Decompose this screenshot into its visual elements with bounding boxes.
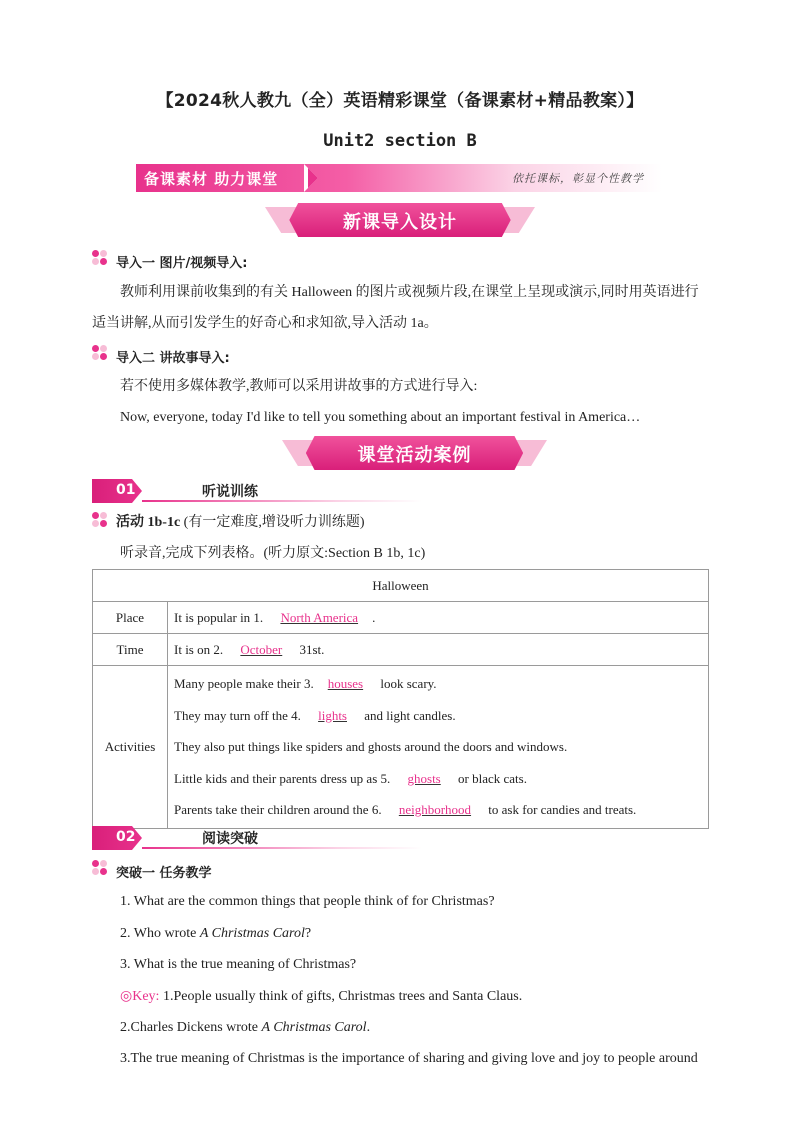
text: 2.Charles Dickens wrote	[120, 1020, 262, 1035]
intro2-text1: 若不使用多媒体教学,教师可以采用讲故事的方式进行导入:	[120, 379, 478, 394]
flower-bullet-icon	[92, 512, 108, 528]
question-1: 1. What are the common things that people think of for Christmas?	[120, 894, 495, 909]
section-number: 02	[116, 829, 136, 845]
text: They may turn off the 4.	[174, 707, 305, 723]
intro1-text-line2: 适当讲解,从而引发学生的好奇心和求知欲,导入活动 1a。	[92, 316, 438, 331]
question-3: 3. What is the true meaning of Christmas?	[120, 957, 357, 972]
section-title: 听说训练	[202, 484, 258, 500]
text: Many people make their 3.	[174, 676, 314, 691]
text: They also put things like spiders and ghosts around the doors and windows.	[174, 739, 568, 754]
flower-bullet-icon	[92, 860, 108, 876]
text: ?	[304, 926, 312, 941]
text: 2. Who wrote	[120, 926, 200, 941]
key-label: ◎Key:	[120, 989, 160, 1004]
breakthrough-heading: 突破一 任务教学	[116, 866, 212, 881]
activity-heading-note: (有一定难度,增设听力训练题)	[180, 515, 365, 530]
question-2	[120, 925, 311, 943]
text: and light candles.	[361, 707, 456, 723]
flower-bullet-icon	[92, 250, 108, 266]
row-label: Time	[93, 634, 168, 666]
answer-blank: neighborhood	[398, 802, 472, 817]
section-header-reading	[92, 826, 352, 850]
intro2-heading: 导入二 讲故事导入:	[116, 351, 230, 366]
section-header-listening	[92, 479, 352, 503]
row-content	[168, 666, 709, 829]
answer-blank: lights	[318, 707, 347, 723]
answer-key-3: 3.The true meaning of Christmas is the importance of sharing and giving love and joy to people around	[120, 1051, 698, 1066]
answer-key-1	[120, 988, 522, 1006]
chevron-right-icon	[308, 168, 318, 188]
book-title: A Christmas Carol	[199, 926, 305, 941]
banner-tagline: 依托课标，彰显个性教学	[512, 172, 644, 185]
activity-heading-label: 活动 1b-1c	[116, 515, 181, 530]
ribbon-heading-text: 课堂活动案例	[357, 445, 472, 466]
text: to ask for candies and treats.	[485, 802, 637, 817]
text: or black cats.	[454, 770, 527, 786]
section-title: 阅读突破	[202, 831, 258, 847]
text: 31st.	[296, 641, 325, 657]
answer-key-2	[120, 1019, 370, 1037]
activity-instruction: 听录音,完成下列表格。(听力原文:Section B 1b, 1c)	[120, 546, 426, 561]
text: Little kids and their parents dress up as 5.	[174, 770, 394, 786]
text: .	[372, 609, 376, 625]
ribbon-heading-text: 新课导入设计	[343, 212, 457, 233]
text: Parents take their children around the 6.	[174, 802, 385, 817]
answer-blank: October	[240, 641, 283, 657]
row-label: Activities	[93, 666, 168, 829]
intro2-text2: Now, everyone, today I'd like to tell you something about an important festival in America…	[120, 410, 641, 425]
flower-bullet-icon	[92, 345, 108, 361]
activity-heading	[116, 514, 365, 532]
intro1-heading: 导入一 图片/视频导入:	[116, 256, 248, 271]
book-title: A Christmas Carol	[261, 1020, 367, 1035]
ribbon-heading-intro	[265, 203, 535, 237]
text: 1.People usually think of gifts, Christmas trees and Santa Claus.	[159, 989, 523, 1004]
table-row	[93, 634, 709, 666]
section-number: 01	[116, 482, 136, 498]
intro1-text-line1: 教师利用课前收集到的有关 Halloween 的图片或视频片段,在课堂上呈现或演示,同时用英语进行	[120, 285, 699, 300]
banner-label: 备课素材 助力课堂	[144, 170, 279, 188]
answer-blank: houses	[327, 676, 364, 691]
ribbon-heading-activities	[282, 436, 547, 470]
answer-blank: ghosts	[407, 770, 441, 786]
row-content	[168, 634, 709, 666]
halloween-table	[92, 569, 709, 829]
text: .	[366, 1020, 371, 1035]
text: look scary.	[377, 676, 437, 691]
document-title: 【2024秋人教九（全）英语精彩课堂（备课素材+精品教案）】	[156, 91, 644, 111]
row-label: Place	[93, 602, 168, 634]
row-content	[168, 602, 709, 634]
text: It is on 2.	[174, 641, 227, 657]
text: It is popular in 1.	[174, 609, 267, 625]
document-subtitle: Unit2 section B	[323, 131, 477, 151]
answer-blank: North America	[280, 609, 359, 625]
table-row	[93, 602, 709, 634]
table-row	[93, 666, 709, 829]
table-title: Halloween	[93, 570, 709, 602]
